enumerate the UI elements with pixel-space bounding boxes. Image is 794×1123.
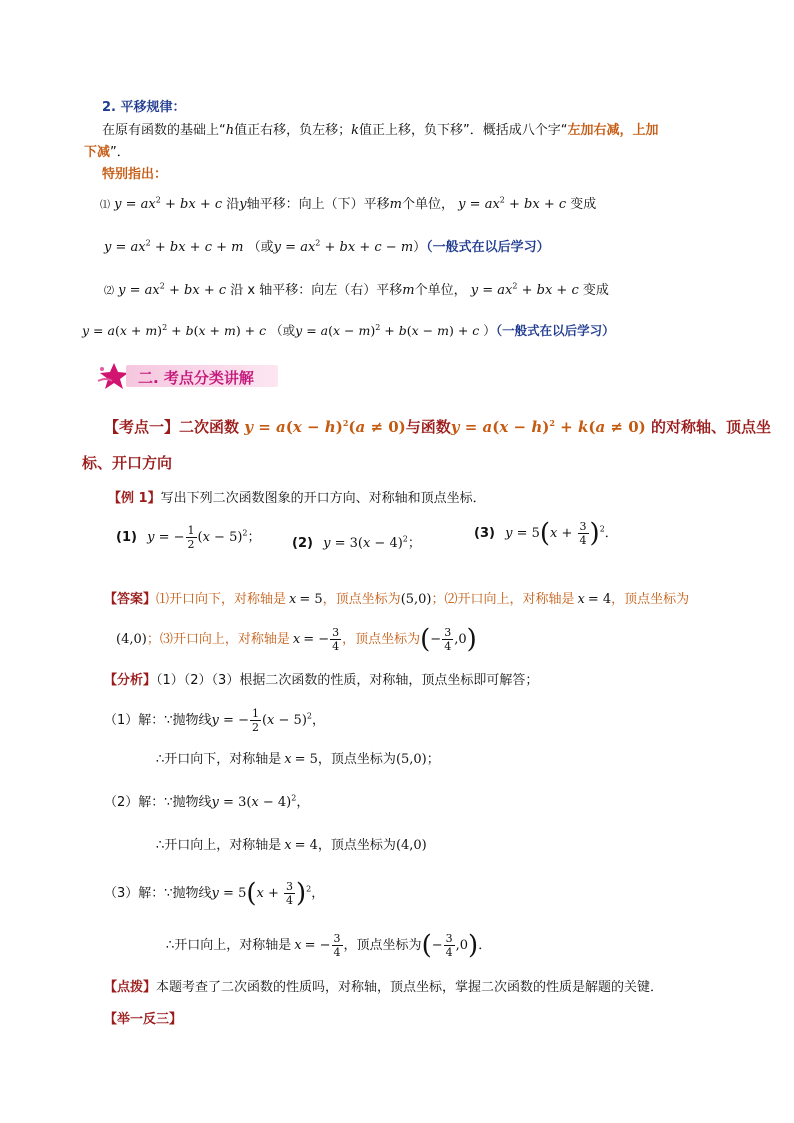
item-marker: ⑴ (100, 200, 110, 211)
rule-h: h (225, 123, 235, 138)
item2-line: ⑵ $y = ax^2$ + bx + c 沿 x 轴平移：向左（右）平移m个单位， $y = ax^2$ + bx + c 变成 (104, 281, 609, 298)
item-text: 轴平移：向上（下）平移 (246, 197, 390, 212)
example-label: 【例 1】 (108, 491, 161, 506)
item-text: 个单位， (414, 283, 467, 298)
tip-line (104, 976, 663, 995)
item-text: ） (413, 240, 427, 255)
item-marker: ⑵ (104, 286, 114, 297)
kaodian-text: 的对称轴、顶点坐 (650, 418, 771, 436)
answer-line-1: 【答案】⑴开口向下，对称轴是 x = 5，顶点坐标为(5,0)；⑵开口向上，对称轴是 x = 4，顶点坐标为 (104, 592, 690, 607)
axis-var: y (239, 197, 247, 212)
item-text: （或 (270, 323, 296, 338)
section-title: 2. 平移规律： (102, 100, 186, 115)
answer-text: ，顶点坐标为 (611, 592, 690, 607)
answer-line-2: (4,0)；⑶开口向上，对称轴是 x = − $\frac{3}{4}$ ，顶点坐标为(− $\frac{3}{4}$ ,0) (116, 624, 477, 655)
answer-label: 【答案】 (104, 592, 157, 607)
solution-1-body: ∴开口向下，对称轴是 x = 5，顶点坐标为(5,0)； (156, 752, 440, 767)
item1-result-line: $y = ax^2$ + bx + c + m （或$y = ax^2$ + bx + c − m）（一般式在以后学习） (104, 238, 550, 255)
item-note: （一般式在以后学习） (426, 240, 550, 255)
rule-k: k (351, 123, 360, 138)
practice-label: 【举一反三】 (104, 1012, 183, 1027)
item-text: 变成 (582, 283, 609, 298)
rule-text: ”． (110, 145, 130, 160)
note-title: 特别指出： (102, 167, 168, 182)
analysis-text: （1）（2）（3）根据二次函数的性质，对称轴，顶点坐标即可解答； (156, 673, 539, 688)
item-text: 沿 (226, 197, 240, 212)
kaodian-line-2: 标、开口方向 (82, 454, 173, 472)
item-text: 沿 x 轴平移：向左（右）平移 (230, 283, 403, 298)
rule-text: 值正上移，负下移”．概括成八个字“ (359, 123, 568, 138)
rule-highlight: 左加右减，上加 (567, 123, 659, 138)
item2-result-line: $y = a(x + m)^2 + b(x + m) + c$ （或$y = a(x - m)^2 + b(x - m) + c$ ）（一般式在以后学习） (82, 322, 615, 338)
answer-text: ，顶点坐标为 (342, 632, 421, 647)
item-text: 变成 (570, 197, 597, 212)
solution-2-body: ∴开口向上，对称轴是 x = 4，顶点坐标为(4,0) (156, 838, 427, 853)
rule-text: 在原有函数的基础上“ (102, 123, 226, 138)
analysis-line (104, 669, 538, 688)
rule-line-1 (102, 119, 659, 138)
tip-text: 本题考查了二次函数的性质吗，对称轴，顶点坐标，掌握二次函数的性质是解题的关键． (156, 980, 664, 995)
solution-2-head: （2）解：∵抛物线$y = 3(x - 4)^2$， (104, 793, 310, 810)
example-line (108, 487, 486, 506)
solution-3-body: ∴开口向上，对称轴是 x = − $\frac{3}{4}$ ，顶点坐标为(− $\frac{3}{4}$ ,0)． (166, 930, 492, 961)
rule-line-2 (84, 141, 130, 160)
kaodian-label: 【考点一】 (104, 418, 180, 436)
example-part-3: (3) y = 5(x + $\frac{3}{4}$ )$^2$． (474, 518, 618, 549)
answer-text: ；⑶开口向上，对称轴是 (146, 632, 290, 647)
example-part-2: (2) $y = 3(x - 4)^2$； (292, 534, 421, 551)
kaodian-text: 二次函数 (179, 418, 240, 436)
answer-text: ，顶点坐标为 (322, 592, 401, 607)
kaodian-text: 与函数 (405, 418, 451, 436)
var-m: m (402, 283, 415, 298)
formula: y (114, 197, 122, 212)
example-part-1: (1) y = − $\frac{1}{2}$ $(x - 5)^2$； (116, 524, 261, 551)
item-text: ） (483, 323, 496, 338)
analysis-label: 【分析】 (104, 673, 157, 688)
answer-text: ⑴开口向下，对称轴是 (156, 592, 287, 607)
solution-1-head: （1）解：∵抛物线y = − $\frac{1}{2}$ $(x - 5)^2$， (104, 707, 325, 734)
rule-text: 值正右移，负左移； (234, 123, 352, 138)
tip-label: 【点拨】 (104, 980, 157, 995)
answer-text: ；⑵开口向上，对称轴是 (431, 592, 575, 607)
var-m: m (389, 197, 402, 212)
kaodian-line-1: 【考点一】二次函数 $y = a(x - h)^2(a \ne 0)$与函数$y = a(x - h)^2 + k(a \ne 0)$ 的对称轴、顶点坐 (104, 418, 771, 436)
section-banner (96, 361, 282, 391)
item-text: （或 (247, 240, 274, 255)
item-text: 个单位， (402, 197, 455, 212)
item-note: （一般式在以后学习） (495, 323, 615, 338)
item1-line: ⑴ $y = ax^2$ + bx + c 沿y轴平移：向上（下）平移m个单位， $y = ax^2$ + bx + c 变成 (100, 195, 597, 212)
solution-3-head: （3）解：∵抛物线y = 5(x + $\frac{3}{4}$ )$^2$， (104, 878, 325, 909)
example-text: 写出下列二次函数图象的开口方向、对称轴和顶点坐标． (160, 491, 486, 506)
banner-title: 二. 考点分类讲解 (138, 369, 254, 387)
rule-highlight: 下减 (84, 145, 111, 160)
